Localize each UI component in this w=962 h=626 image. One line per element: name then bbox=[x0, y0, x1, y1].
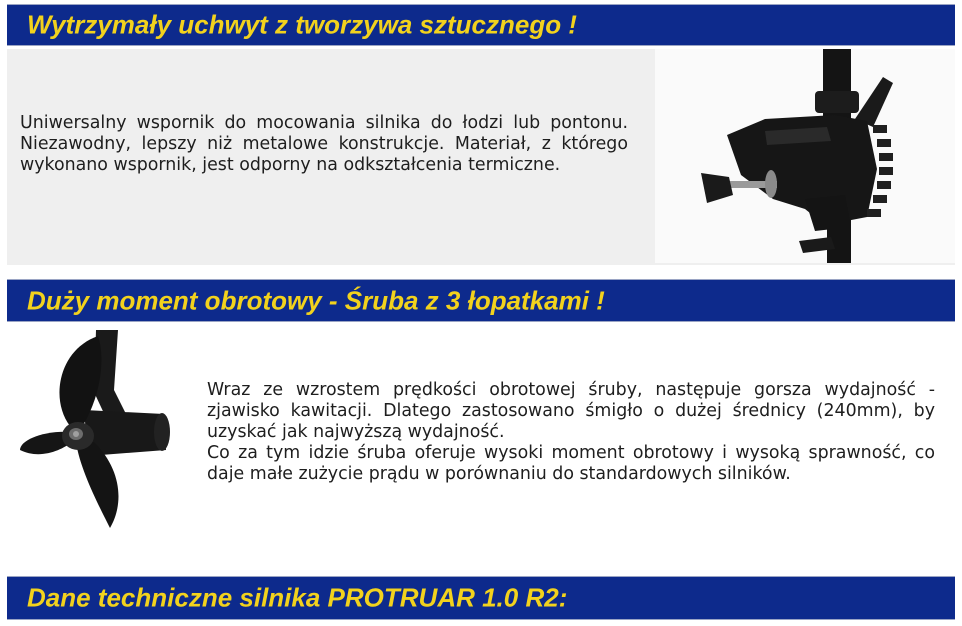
propeller-description bbox=[207, 380, 935, 485]
propeller-paragraph-2: Co za tym idzie śruba oferuje wysoki moment obrotowy i wysoką sprawność, co daje małe zużycie prądu w porównaniu do standardowych silników. bbox=[207, 443, 935, 484]
section-banner-mount bbox=[7, 4, 955, 46]
section-heading-mount: Wytrzymały uchwyt z tworzywa sztucznego ! bbox=[27, 9, 577, 40]
three-blade-propeller-photo bbox=[14, 330, 184, 535]
section-banner-specs bbox=[7, 576, 955, 620]
mount-description bbox=[20, 113, 628, 176]
section-heading-specs: Dane techniczne silnika PROTRUAR 1.0 R2: bbox=[27, 582, 568, 613]
mount-bracket-photo bbox=[655, 49, 955, 263]
propeller-paragraph-1: Wraz ze wzrostem prędkości obrotowej śruby, następuje gorsza wydajność - zjawisko kawitacji. Dlatego zastosowano śmigło o dużej średnicy (240mm), by uzyskać jak najwyższą wydajność. bbox=[207, 380, 935, 442]
mount-description-text: Uniwersalny wspornik do mocowania silnika do łodzi lub pontonu. Niezawodny, lepszy niż metalowe konstrukcje. Materiał, z którego wykonano wspornik, jest odporny na odkształcenia termiczne. bbox=[20, 113, 628, 175]
section-heading-propeller: Duży moment obrotowy - Śruba z 3 łopatkami ! bbox=[27, 285, 605, 315]
section-banner-propeller bbox=[7, 279, 955, 322]
